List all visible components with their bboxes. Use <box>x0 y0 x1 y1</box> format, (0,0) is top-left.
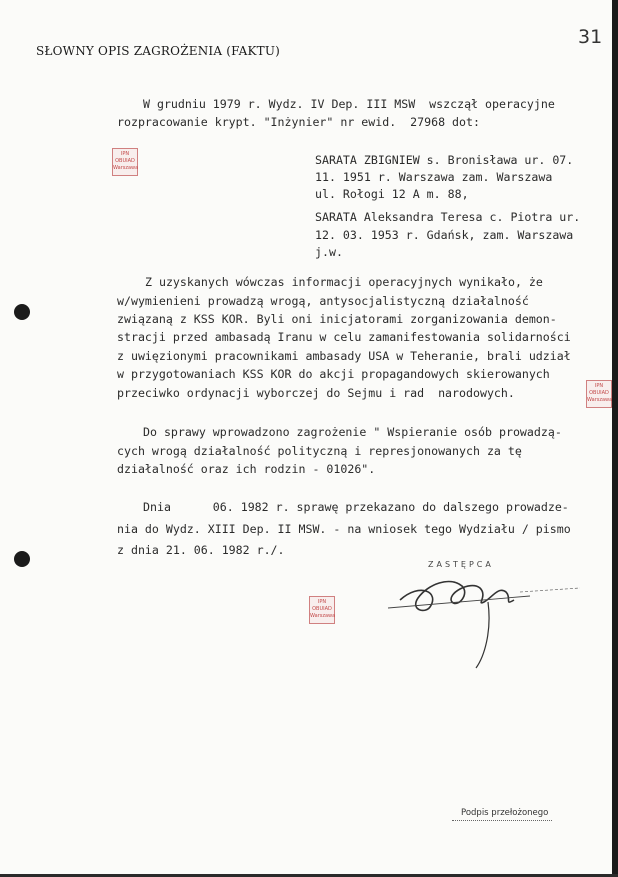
punch-hole-top <box>14 304 30 320</box>
text-line: przeciwko ordynacji wyborczej do Sejmu i rad narodowych. <box>117 386 515 400</box>
text-line: SARATA ZBIGNIEW s. Bronisława ur. 07. <box>315 153 574 167</box>
text-line: nia do Wydz. XIII Dep. II MSW. - na wniosek tego Wydziału / pismo <box>117 522 571 536</box>
text-line: 11. 1951 r. Warszawa zam. Warszawa <box>315 170 553 184</box>
document-title: SŁOWNY OPIS ZAGROŻENIA (FAKTU) <box>36 44 281 58</box>
text-line: Z uzyskanych wówczas informacji operacyjnych wynikało, że <box>145 275 543 289</box>
text-line: w przygotowaniach KSS KOR do akcji propagandowych skierowanych <box>117 367 550 381</box>
page-number: 31 <box>578 26 603 48</box>
ipn-archive-stamp: IPN OBUIAD Warszawa <box>112 148 138 176</box>
signature-stamp: ZASTĘPCA <box>428 560 494 569</box>
text-line: ul. Rołogi 12 A m. 88, <box>315 187 469 201</box>
text-line: działalność oraz ich rodzin - 01026". <box>117 462 376 476</box>
text-line: w/wymienieni prowadzą wrogą, antysocjalistyczną działalność <box>117 294 529 308</box>
signature-label: Podpis przełożonego <box>461 808 549 818</box>
text-line: związaną z KSS KOR. Byli oni inicjatorami zorganizowania demon- <box>117 312 557 326</box>
text-line: 12. 03. 1953 r. Gdańsk, zam. Warszawa <box>315 228 574 242</box>
handwritten-signature <box>380 562 590 672</box>
text-line: stracji przed ambasadą Iranu w celu zamanifestowania solidarności <box>117 330 571 344</box>
text-line: j.w. <box>315 245 343 259</box>
text-line: SARATA Aleksandra Teresa c. Piotra ur. <box>315 210 581 224</box>
text-line: cych wrogą działalność polityczną i represjonowanych za tę <box>117 444 522 458</box>
ipn-archive-stamp: IPN OBUIAD Warszawa <box>309 596 335 624</box>
text-line: Do sprawy wprowadzono zagrożenie " Wspieranie osób prowadzą- <box>143 425 562 439</box>
signature-dotted-line <box>452 820 552 821</box>
scan-edge-right <box>612 0 618 877</box>
punch-hole-bottom <box>14 551 30 567</box>
ipn-archive-stamp: IPN OBUIAD Warszawa <box>586 380 612 408</box>
text-line: rozpracowanie krypt. "Inżynier" nr ewid. 27968 dot: <box>117 115 480 129</box>
text-line: W grudniu 1979 r. Wydz. IV Dep. III MSW wszczął operacyjne <box>143 97 555 111</box>
text-line: z uwięzionymi pracownikami ambasady USA w Teheranie, brali udział <box>117 349 571 363</box>
text-line: z dnia 21. 06. 1982 r./. <box>117 543 285 557</box>
text-line: Dnia 06. 1982 r. sprawę przekazano do dalszego prowadze- <box>143 500 569 514</box>
